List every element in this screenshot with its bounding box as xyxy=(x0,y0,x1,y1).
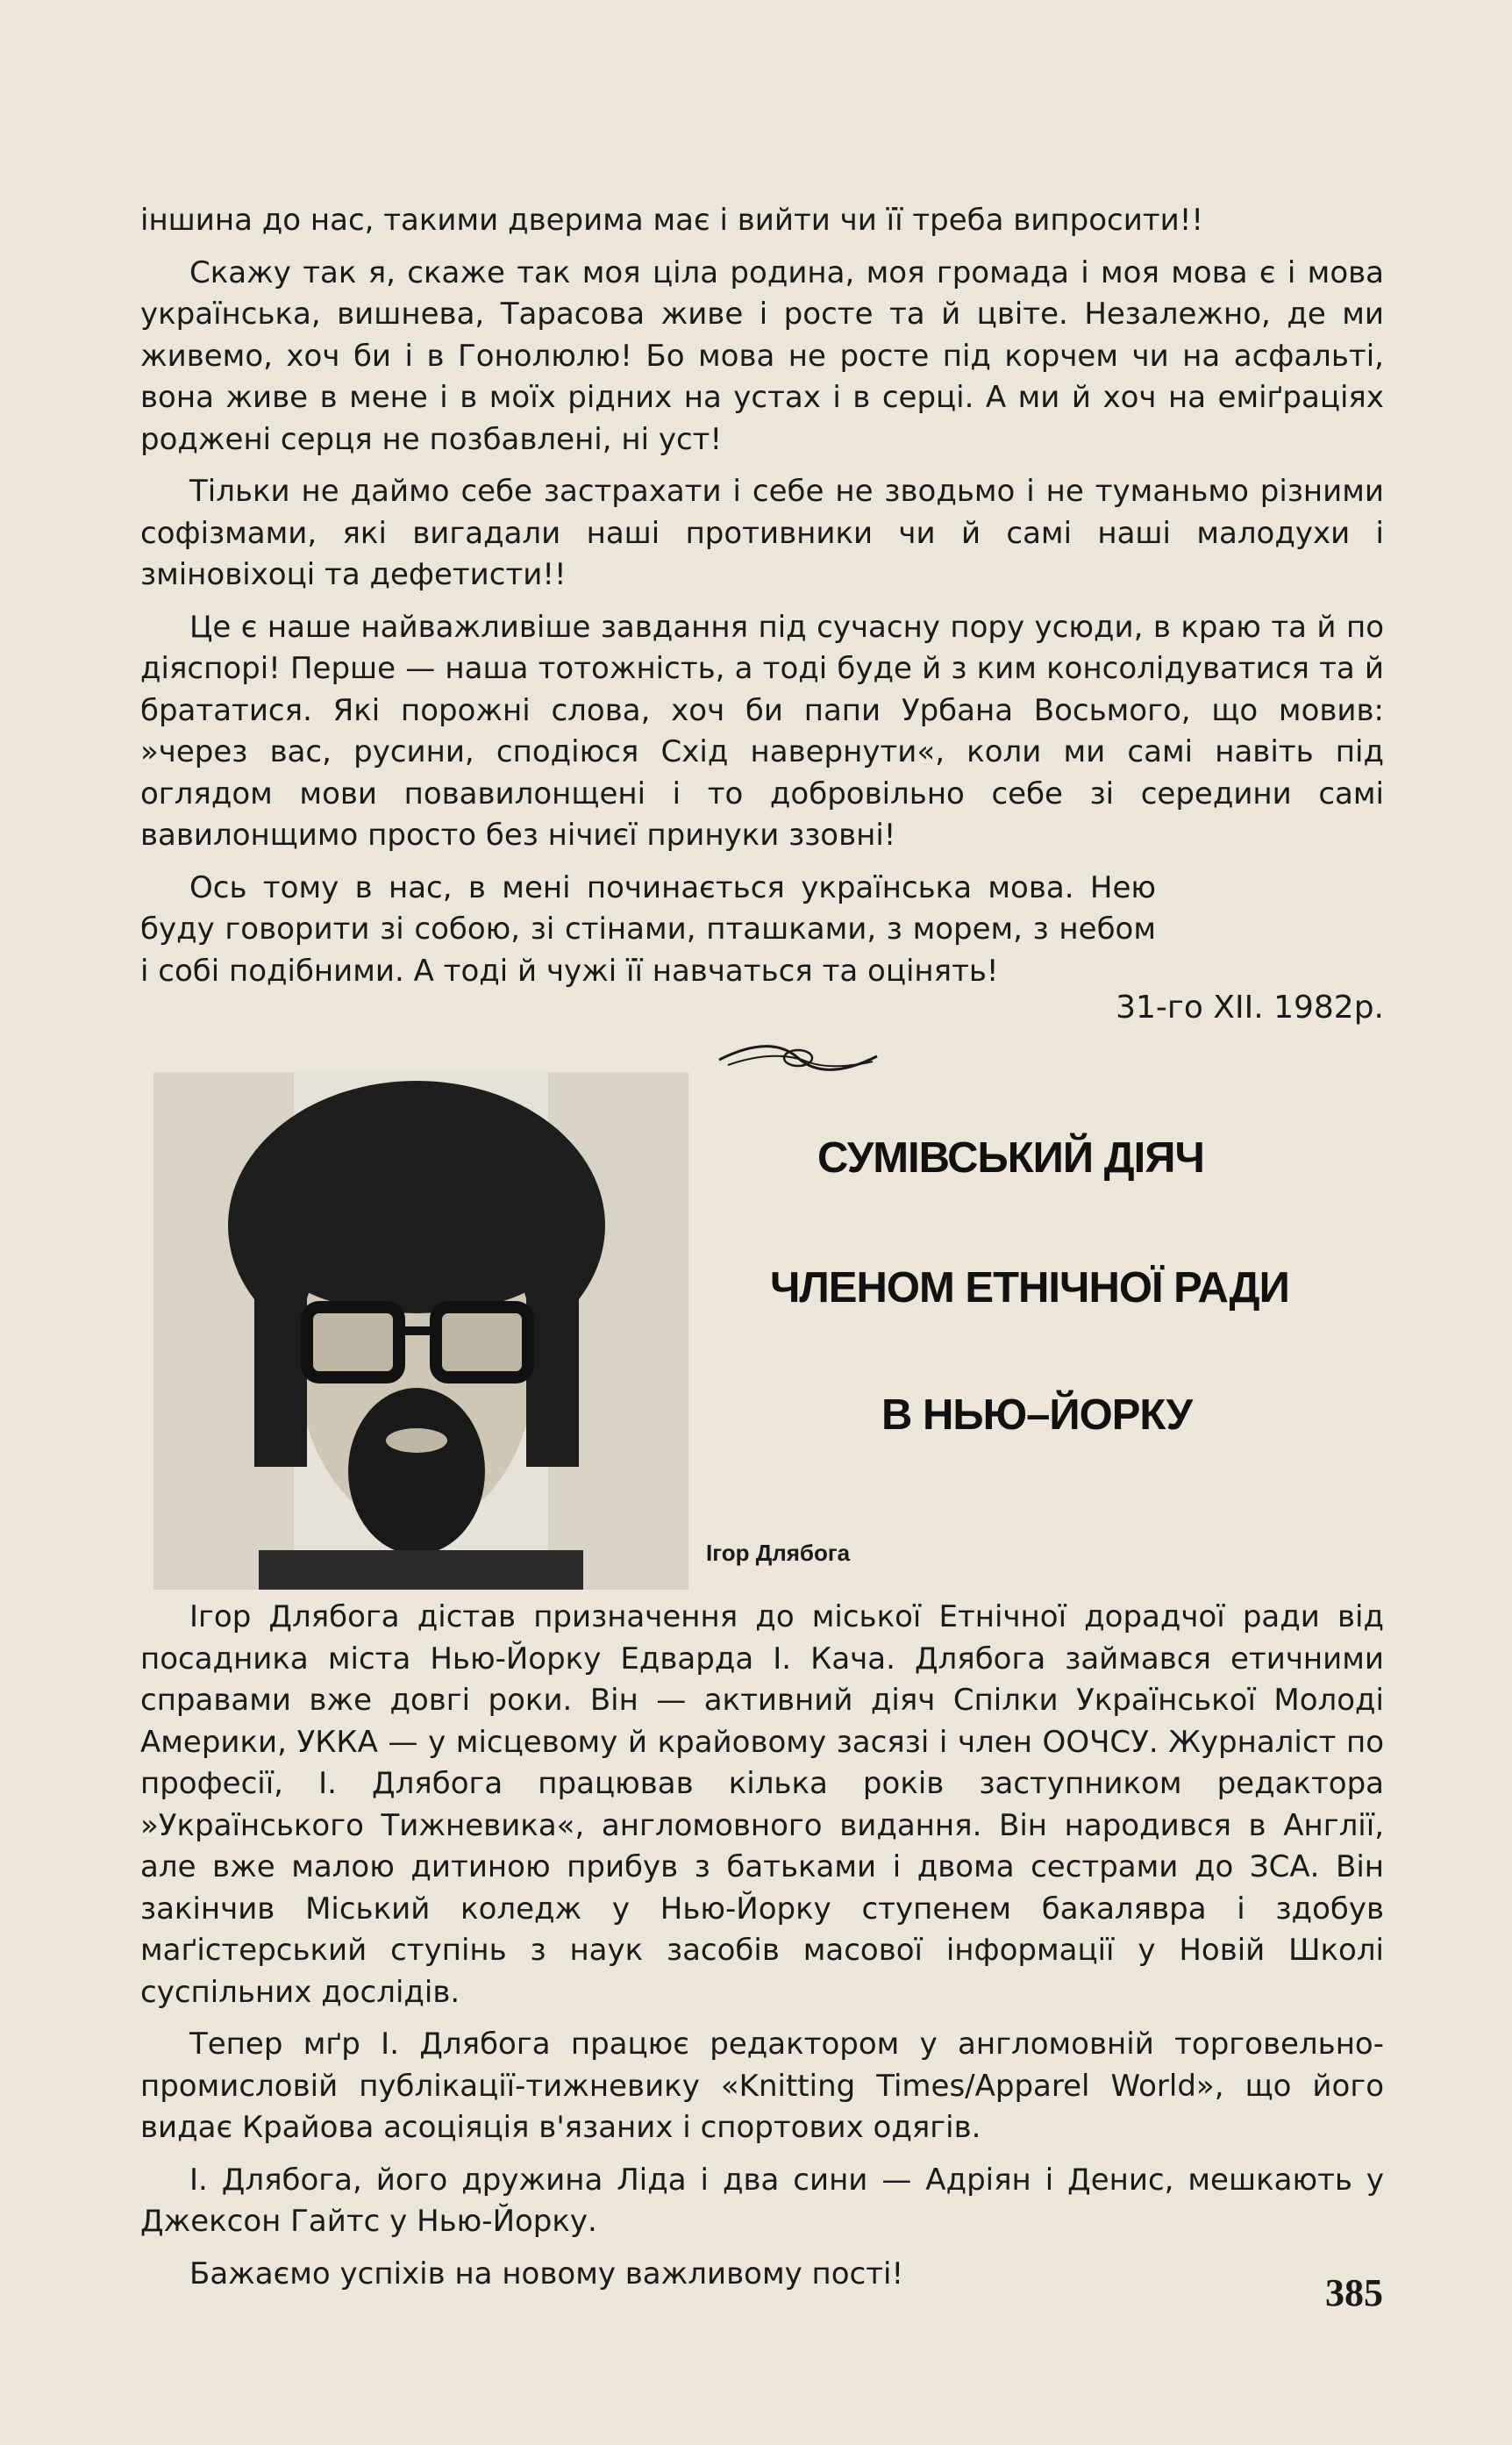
portrait-image xyxy=(153,1072,688,1590)
ornament-divider xyxy=(710,1033,886,1083)
paragraph: Тепер мґр І. Длябога працює редактором у англомовній торговельно-промисловій публікації-тижневику «Knitting Times/Apparel World», що його видає Крайова асоціяція в'язаних і спортових одягів. xyxy=(140,2027,1384,2145)
page-number: 385 xyxy=(1325,2271,1383,2314)
paragraph: Ось тому в нас, в мені починається українська мова. Нею буду говорити зі собою, зі стінами, пташками, з морем, з небом і собі подібними. А тоді й чужі її навчаться та оцінять! xyxy=(140,869,1156,989)
paragraph: Тільки не даймо себе застрахати і себе не зводьмо і не туманьмо різними софізмами, які вигадали наші противники чи й самі наші малодухи і зміновіхоці та дефетисти!! xyxy=(140,474,1384,592)
paragraph: Бажаємо успіхів на новому важливому пості! xyxy=(189,2256,904,2291)
headline-line-2: ЧЛЕНОМ ЕТНІЧНОЇ РАДИ xyxy=(770,1264,1289,1312)
article-body xyxy=(140,1597,1384,2306)
headline-line-1: СУМІВСЬКИЙ ДІЯЧ xyxy=(817,1134,1204,1182)
date-signature: 31-го XII. 1982р. xyxy=(1116,990,1384,1026)
paragraph: І. Длябога, його дружина Ліда і два сини — Адріян і Денис, мешкають у Джексон Гайтс у Нью-Йорку. xyxy=(140,2162,1384,2239)
portrait-photo xyxy=(153,1072,688,1590)
paragraph: іншина до нас, такими дверима має і вийти чи її треба випросити!! xyxy=(140,203,1203,238)
top-text-block xyxy=(140,200,1384,1003)
paragraph: Це є наше найважливіше завдання під сучасну пору усюди, в краю та й по діяспорі! Перше — наша тотожність, а тоді буде й з ким консолідуватися та й брататися. Які порожні слова, хоч би папи Урбана Восьмого, що мовив: »через вас, русини, сподіюся Схід навернути«, коли ми самі навіть під оглядом мови повавилонщені і то добровільно себе зі середини самі вавилонщимо просто без нічиєї принуки ззовні! xyxy=(140,609,1384,853)
paragraph: Ігор Длябога дістав призначення до міської Етнічної дорадчої ради від посадника міста Нью-Йорку Едварда І. Кача. Длябога займався етичними справами вже довгі роки. Він — активний діяч Спілки Української Молоді Америки, УККА — у місцевому й крайовому засязі і член ООЧСУ. Журналіст по професії, І. Длябога працював кілька років заступником редактора »Українського Тижневика«, англомовного видання. Він народився в Англії, але вже малою дитиною прибув з батьками і двома сестрами до ЗСА. Він закінчив Міський коледж у Нью-Йорку ступенем бакалявра і здобув маґістерський ступінь з наук засобів масової інформації у Новій Школі суспільних дослідів. xyxy=(140,1599,1384,2010)
photo-caption: Ігор Длябога xyxy=(706,1540,851,1566)
headline-line-3: В НЬЮ–ЙОРКУ xyxy=(881,1391,1193,1439)
paragraph: Скажу так я, скаже так моя ціла родина, моя громада і моя мова є і мова українська, вишнева, Тарасова живе і росте та й цвіте. Незалежно, де ми живемо, хоч би і в Гонолюлю! Бо мова не росте під корчем чи на асфальті, вона живе в мене і в моїх рідних на устах і в серці. А ми й хоч на еміґраціях роджені серця не позбавлені, ні уст! xyxy=(140,254,1384,457)
